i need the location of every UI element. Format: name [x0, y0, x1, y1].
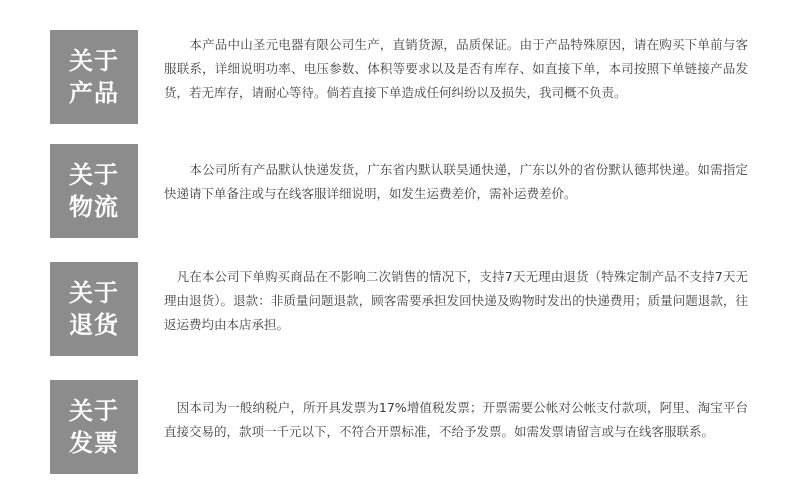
section-label-line1: 关于 — [69, 47, 119, 75]
section-body-invoice: 因本司为一般纳税户，所开具发票为17%增值税发票；开票需要公帐对公帐支付款项，阿里、淘宝平台直接交易的，款项一千元以下，不符合开票标准，不给予发票。如需发票请留言或与在线客服联系。 — [164, 400, 748, 439]
section-label-line2: 物流 — [69, 193, 119, 221]
section-label-line2: 产品 — [69, 79, 119, 107]
section-label-returns — [50, 262, 138, 356]
section-body-product: 本产品中山圣元电器有限公司生产，直销货源，品质保证。由于产品特殊原因，请在购买下单前与客服联系，详细说明功率、电压参数、体积等要求以及是否有库存、如直接下单，本司按照下单链接产品发货，若无库存，请耐心等待。倘若直接下单造成任何纠纷以及损失，我司概不负责。 — [164, 37, 748, 100]
section-label-line2: 发票 — [69, 429, 119, 457]
section-label-line1: 关于 — [69, 161, 119, 189]
section-label-invoice — [50, 380, 138, 474]
section-label-line2: 退货 — [69, 311, 119, 339]
section-body-returns: 凡在本公司下单购买商品在不影响二次销售的情况下，支持7天无理由退货（特殊定制产品不支持7天无理由退货）。退款：非质量问题退款，顾客需要承担发回快递及购物时发出的快递费用；质量问题退款，往返运费均由本店承担。 — [164, 269, 748, 332]
section-label-line1: 关于 — [69, 397, 119, 425]
section-body-logistics: 本公司所有产品默认快递发货，广东省内默认联昊通快递，广东以外的省份默认德邦快递。如需指定快递请下单备注或与在线客服详细说明，如发生运费差价，需补运费差价。 — [164, 162, 748, 201]
section-label-logistics — [50, 144, 138, 238]
section-label-product — [50, 30, 138, 124]
section-label-line1: 关于 — [69, 279, 119, 307]
